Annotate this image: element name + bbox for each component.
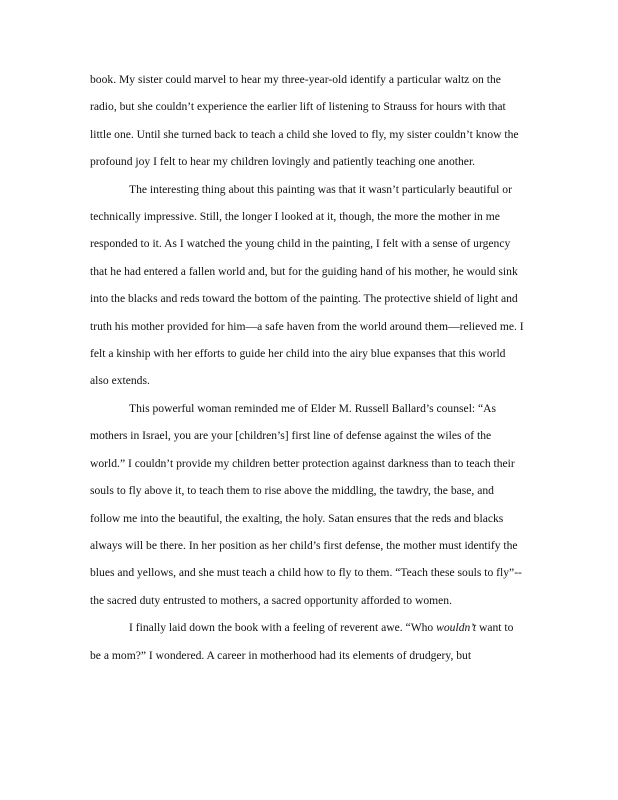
paragraph-4-lead: I finally laid down the book with a feeling of reverent awe. “Who	[129, 621, 437, 635]
paragraph-4-emphasis: wouldn’t	[436, 621, 477, 635]
document-body	[90, 66, 526, 669]
paragraph-2: The interesting thing about this painting was that it wasn’t particularly beautiful or technically impressive. Still, the longer I looked at it, though, the more the mother in me responded to it. As I watched the young child in the painting, I felt with a sense of urgency that he had entered a fallen world and, but for the guiding hand of his mother, he would sink into the blacks and reds toward the bottom of the painting. The protective shield of light and truth his mother provided for him—a safe haven from the world around them—relieved me. I felt a kinship with her efforts to guide her child into the airy blue expanses that this world also extends.	[90, 182, 524, 388]
paragraph-4-tail: want to be a mom?” I wondered. A career in motherhood had its elements of drudgery, but	[90, 621, 514, 662]
paragraph-3: This powerful woman reminded me of Elder M. Russell Ballard’s counsel: “As mothers in Israel, you are your [children’s] first line of defense against the wiles of the world.” I couldn’t provide my children better protection against darkness than to teach their souls to fly above it, to teach them to rise above the middling, the tawdry, the base, and follow me into the beautiful, the exalting, the holy. Satan ensures that the reds and blacks always will be there. In her position as her child’s first defense, the mother must identify the blues and yellows, and she must teach a child how to fly to them. “Teach these souls to fly”--the sacred duty entrusted to mothers, a sacred opportunity afforded to women.	[90, 401, 522, 607]
paragraph-1: book. My sister could marvel to hear my three-year-old identify a particular waltz on the radio, but she couldn’t experience the earlier lift of listening to Strauss for hours with that little one. Until she turned back to teach a child she loved to fly, my sister couldn’t know the profound joy I felt to hear my children lovingly and patiently teaching one another.	[90, 73, 519, 169]
paragraph-4	[90, 614, 526, 669]
